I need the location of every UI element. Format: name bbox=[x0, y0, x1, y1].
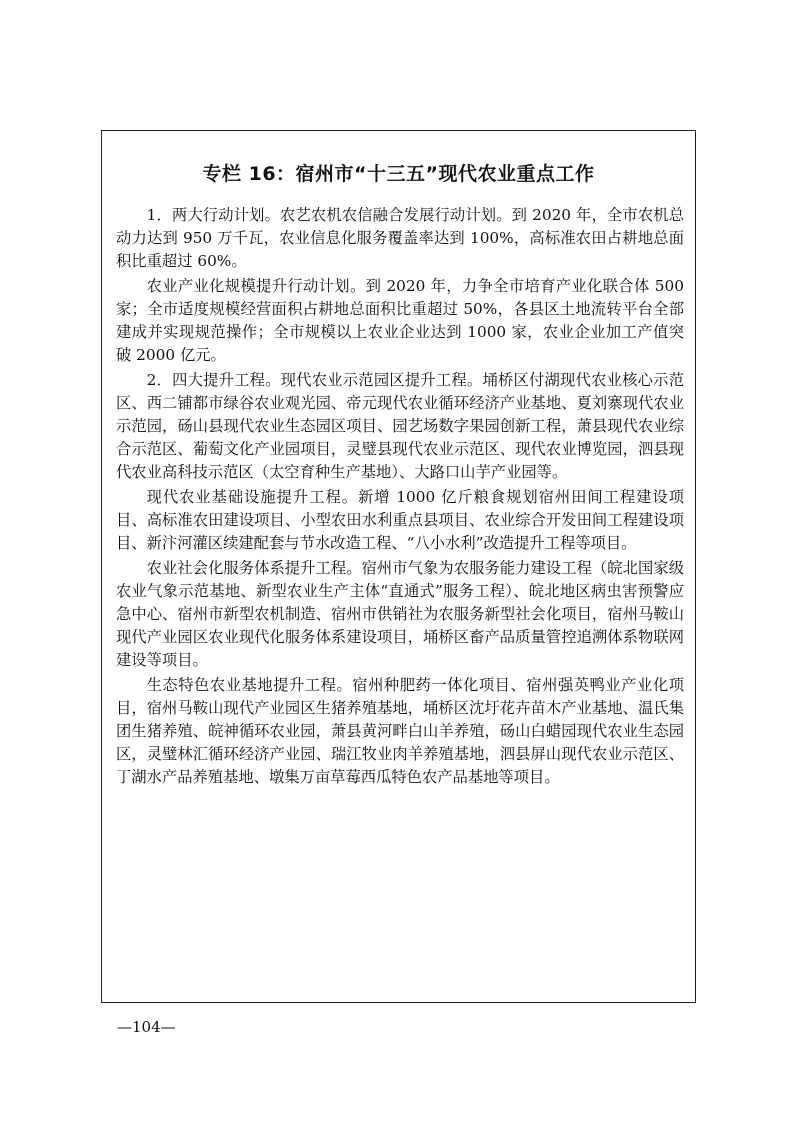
box-content bbox=[116, 204, 684, 791]
paragraph-social-services: 农业社会化服务体系提升工程。宿州市气象为农服务能力建设工程（皖北国家级农业气象示范基地、新型农业生产主体“直通式”服务工程）、皖北地区病虫害预警应急中心、宿州市新型农机制造、宿州市供销社为农服务新型社会化项目，宿州马鞍山现代产业园区农业现代化服务体系建设项目，埇桥区畜产品质量管控追溯体系物联网建设等项目。 bbox=[116, 559, 684, 669]
paragraph-industrialization-plan: 农业产业化规模提升行动计划。到 2020 年，力争全市培育产业化联合体 500 家；全市适度规模经营面积占耕地总面积比重超过 50%，各县区土地流转平台全部建成并实现规范操作；全市规模以上农业企业达到 1000 家，农业企业加工产值突破 2000 亿元。 bbox=[116, 277, 684, 364]
column-box bbox=[101, 130, 696, 1003]
paragraph-infrastructure: 现代农业基础设施提升工程。新增 1000 亿斤粮食规划宿州田间工程建设项目、高标准农田建设项目、小型农田水利重点县项目、农业综合开发田间工程建设项目、新汴河灌区续建配套与节水改造工程、“八小水利”改造提升工程等项目。 bbox=[116, 488, 684, 552]
page-number: —104— bbox=[117, 1018, 176, 1036]
paragraph-ecological-bases: 生态特色农业基地提升工程。宿州种肥药一体化项目、宿州强英鸭业产业化项目，宿州马鞍山现代产业园区生猪养殖基地，埇桥区沈圩花卉苗木产业基地、温氏集团生猪养殖、皖神循环农业园，萧县黄河畔白山羊养殖，砀山白蜡园现代农业生态园区，灵璧林汇循环经济产业园、瑞江牧业肉羊养殖基地，泗县屏山现代农业示范区、丁湖水产品养殖基地、墩集万亩草莓西瓜特色农产品基地等项目。 bbox=[116, 676, 684, 786]
box-title: 专栏 16：宿州市“十三五”现代农业重点工作 bbox=[202, 163, 595, 185]
paragraph-demonstration-parks: 2．四大提升工程。现代农业示范园区提升工程。埇桥区付湖现代农业核心示范区、西二铺都市绿谷农业观光园、帝元现代农业循环经济产业基地、夏刘寨现代农业示范园，砀山县现代农业生态园区项目、园艺场数字果园创新工程，萧县现代农业综合示范区、葡萄文化产业园项目，灵璧县现代农业示范区、现代农业博览园，泗县现代农业高科技示范区（太空育种生产基地）、大路口山芋产业园等。 bbox=[116, 371, 684, 481]
paragraph-action-plans: 1．两大行动计划。农艺农机农信融合发展行动计划。到 2020 年，全市农机总动力达到 950 万千瓦，农业信息化服务覆盖率达到 100%，高标准农田占耕地总面积比重超过 60%。 bbox=[116, 206, 684, 270]
